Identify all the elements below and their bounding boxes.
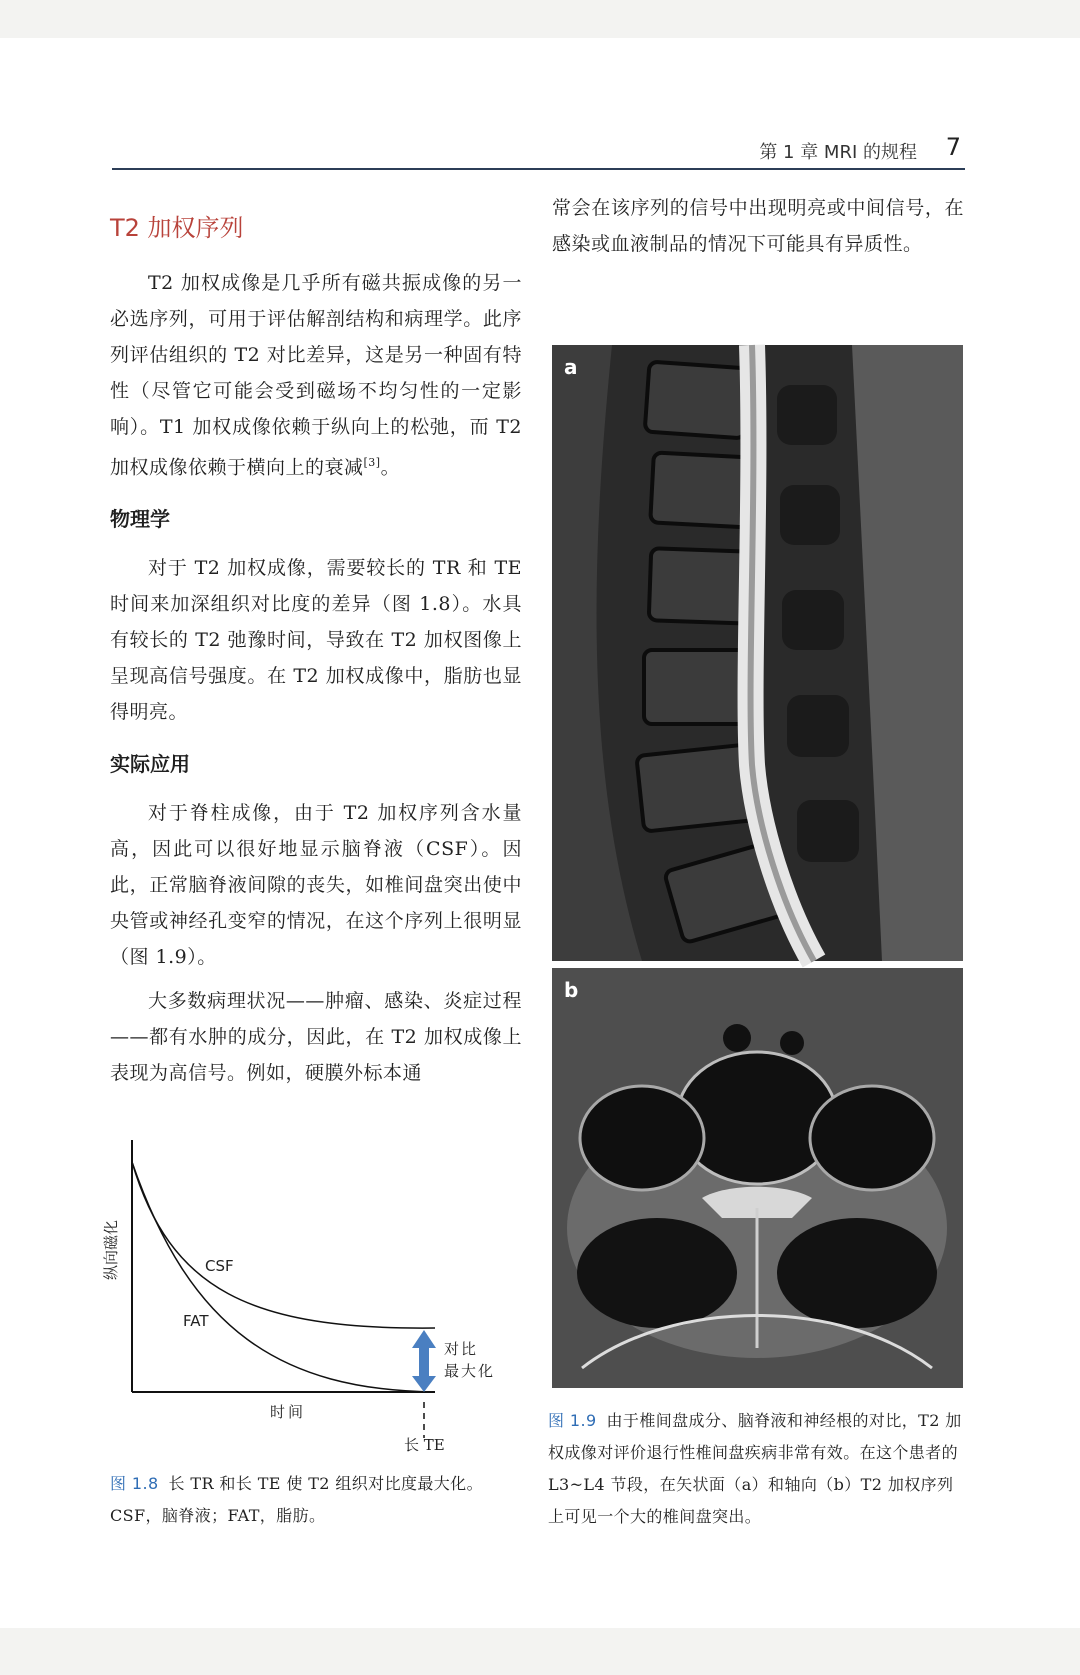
caption-text: 长 TR 和长 TE 使 T2 组织对比度最大化。CSF，脑脊液；FAT，脂肪。 [110, 1474, 483, 1525]
panel-label-b: b [564, 978, 579, 1002]
figure-1-8-caption [110, 1468, 530, 1532]
csf-label: CSF [205, 1257, 234, 1275]
caption-text: 由于椎间盘成分、脑脊液和神经根的对比，T2 加权成像对评价退行性椎间盘疾病非常有效。在这个患者的 L3~L4 节段，在矢状面（a）和轴向（b）T2 加权序列上可见一个大的椎间盘突出。 [548, 1411, 962, 1526]
contrast-arrow-icon [412, 1330, 436, 1392]
subsection-title-practice: 实际应用 [110, 752, 190, 777]
figure-1-9-caption [548, 1405, 968, 1533]
figure-1-8 [102, 1140, 530, 1465]
practice-paragraph-1: 对于脊柱成像，由于 T2 加权序列含水量高，因此可以很好地显示脑脊液（CSF）。因此，正常脑脊液间隙的丧失，如椎间盘突出使中央管或神经孔变窄的情况，在这个序列上很明显（图 1.9）。 [110, 802, 522, 969]
te-label: 长 TE [404, 1436, 445, 1454]
caption-label: 图 1.9 [548, 1411, 597, 1430]
citation-ref: [3] [363, 456, 381, 469]
csf-curve [132, 1162, 435, 1328]
mri-sagittal-image [552, 345, 963, 961]
contrast-label-2: 最大化 [444, 1362, 496, 1380]
subsection-title-physics: 物理学 [110, 507, 170, 532]
physics-paragraph: 对于 T2 加权成像，需要较长的 TR 和 TE 时间来加深组织对比度的差异（图 1.8）。水具有较长的 T2 弛豫时间，导致在 T2 加权图像上呈现高信号强度。在 T2 加权成像中，脂肪也显得明亮。 [110, 557, 522, 724]
axial-spine-drawing [552, 968, 963, 1388]
fat-curve [132, 1162, 435, 1392]
t2-decay-graph [102, 1140, 530, 1465]
chapter-title: 第 1 章 MRI 的规程 [759, 142, 917, 163]
fat-label: FAT [183, 1312, 209, 1330]
sagittal-spine-drawing [552, 345, 963, 961]
contrast-label-1: 对比 [444, 1340, 479, 1358]
caption-label: 图 1.8 [110, 1474, 159, 1493]
intro-end: 。 [380, 456, 401, 479]
running-header [112, 132, 965, 170]
mri-axial-image [552, 968, 963, 1388]
right-column [552, 190, 964, 270]
page-number: 7 [945, 133, 961, 161]
intro-paragraph [110, 265, 522, 485]
section-title: T2 加权序列 [110, 214, 244, 242]
y-axis-label: 纵向磁化 [102, 1219, 120, 1281]
left-column [110, 200, 522, 1099]
intro-text: T2 加权成像是几乎所有磁共振成像的另一必选序列，可用于评估解剖结构和病理学。此序列评估组织的 T2 对比差异，这是另一种固有特性（尽管它可能会受到磁场不均匀性的一定影响）。T1 加权成像依赖于纵向上的松弛，而 T2 加权成像依赖于横向上的衰减 [110, 272, 522, 479]
continued-paragraph: 常会在该序列的信号中出现明亮或中间信号，在感染或血液制品的情况下可能具有异质性。 [552, 197, 964, 255]
x-axis-label: 时间 [270, 1403, 307, 1421]
panel-label-a: a [564, 355, 578, 379]
practice-paragraph-2: 大多数病理状况——肿瘤、感染、炎症过程——都有水肿的成分，因此，在 T2 加权成像上表现为高信号。例如，硬膜外标本通 [110, 990, 522, 1085]
